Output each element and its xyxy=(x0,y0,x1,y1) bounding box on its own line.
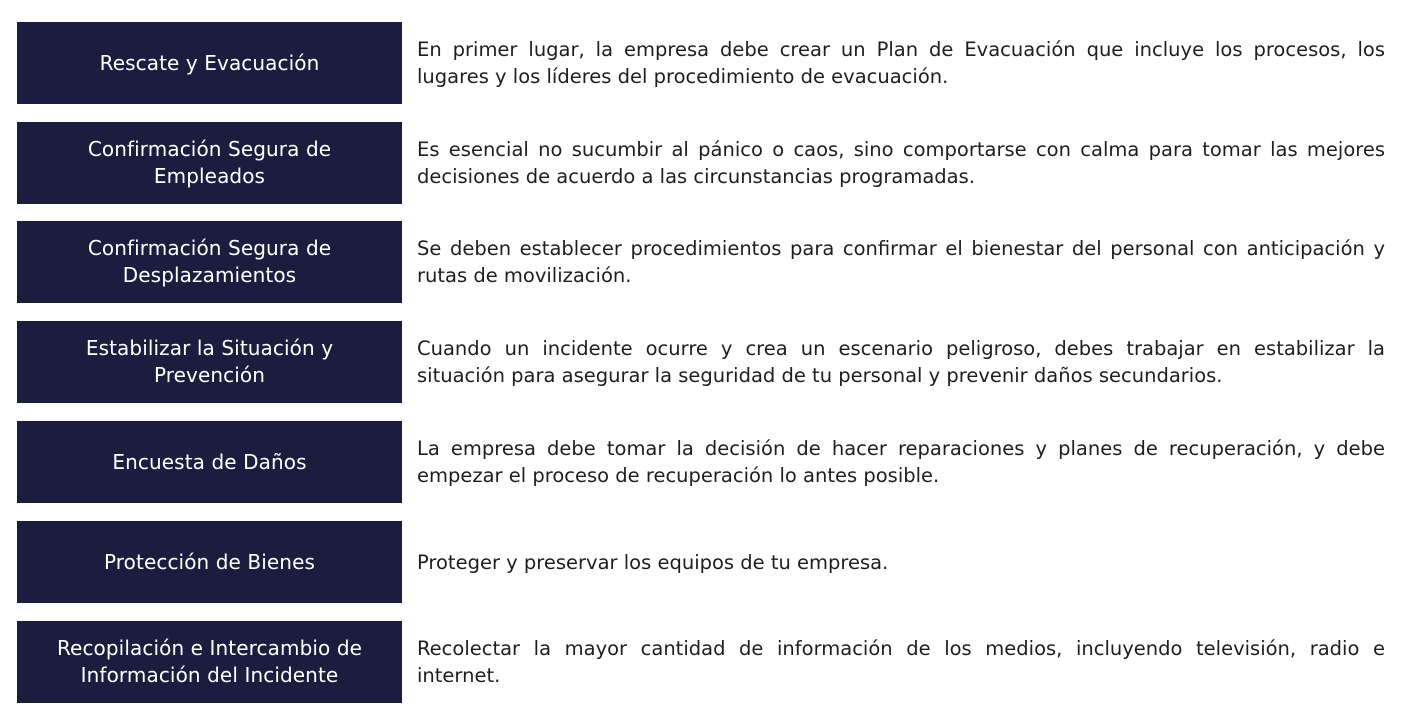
procedure-description: Se deben establecer procedimientos para confirmar el bienestar del personal con anticipación y rutas de movilización. xyxy=(417,237,1385,287)
procedure-row-employees xyxy=(0,122,1416,204)
procedure-row-information xyxy=(0,621,1416,703)
procedure-label-box xyxy=(17,621,402,703)
procedure-description: La empresa debe tomar la decisión de hacer reparaciones y planes de recuperación, y debe empezar el proceso de recuperación lo antes posible. xyxy=(417,437,1385,487)
procedure-description: Es esencial no sucumbir al pánico o caos, sino comportarse con calma para tomar las mejores decisiones de acuerdo a las circunstancias programadas. xyxy=(417,138,1385,188)
procedure-description-cell xyxy=(417,221,1385,303)
procedure-label-box xyxy=(17,521,402,603)
procedure-row-travel xyxy=(0,221,1416,303)
procedure-description-cell xyxy=(417,621,1385,703)
procedure-row-stabilize xyxy=(0,321,1416,403)
procedure-label: Protección de Bienes xyxy=(103,549,316,574)
procedure-description-cell xyxy=(417,421,1385,503)
procedure-label: Estabilizar la Situación y Prevención xyxy=(85,336,334,387)
procedure-label-box xyxy=(17,221,402,303)
procedure-label: Encuesta de Daños xyxy=(112,449,307,474)
procedure-description: Recolectar la mayor cantidad de información de los medios, incluyendo televisión, radio e internet. xyxy=(417,637,1385,687)
procedure-label-box xyxy=(17,421,402,503)
procedure-label: Recopilación e Intercambio de Información del Incidente xyxy=(56,636,363,687)
procedure-row-damage-survey xyxy=(0,421,1416,503)
procedure-label: Confirmación Segura de Desplazamientos xyxy=(87,236,332,287)
procedure-description-cell xyxy=(417,122,1385,204)
procedure-description-cell xyxy=(417,22,1385,104)
procedure-label-box xyxy=(17,22,402,104)
procedure-description: En primer lugar, la empresa debe crear un Plan de Evacuación que incluye los procesos, los lugares y los líderes del procedimiento de evacuación. xyxy=(417,38,1385,88)
procedure-description-cell xyxy=(417,521,1385,603)
procedure-label-box xyxy=(17,321,402,403)
procedure-row-rescue xyxy=(0,22,1416,104)
procedure-label: Confirmación Segura de Empleados xyxy=(87,137,332,188)
procedure-description-cell xyxy=(417,321,1385,403)
procedure-label-box xyxy=(17,122,402,204)
procedure-description: Cuando un incidente ocurre y crea un escenario peligroso, debes trabajar en estabilizar la situación para asegurar la seguridad de tu personal y prevenir daños secundarios. xyxy=(417,337,1385,387)
procedure-row-asset-protection xyxy=(0,521,1416,603)
procedure-label: Rescate y Evacuación xyxy=(99,50,320,75)
procedure-description: Proteger y preservar los equipos de tu empresa. xyxy=(417,550,889,574)
